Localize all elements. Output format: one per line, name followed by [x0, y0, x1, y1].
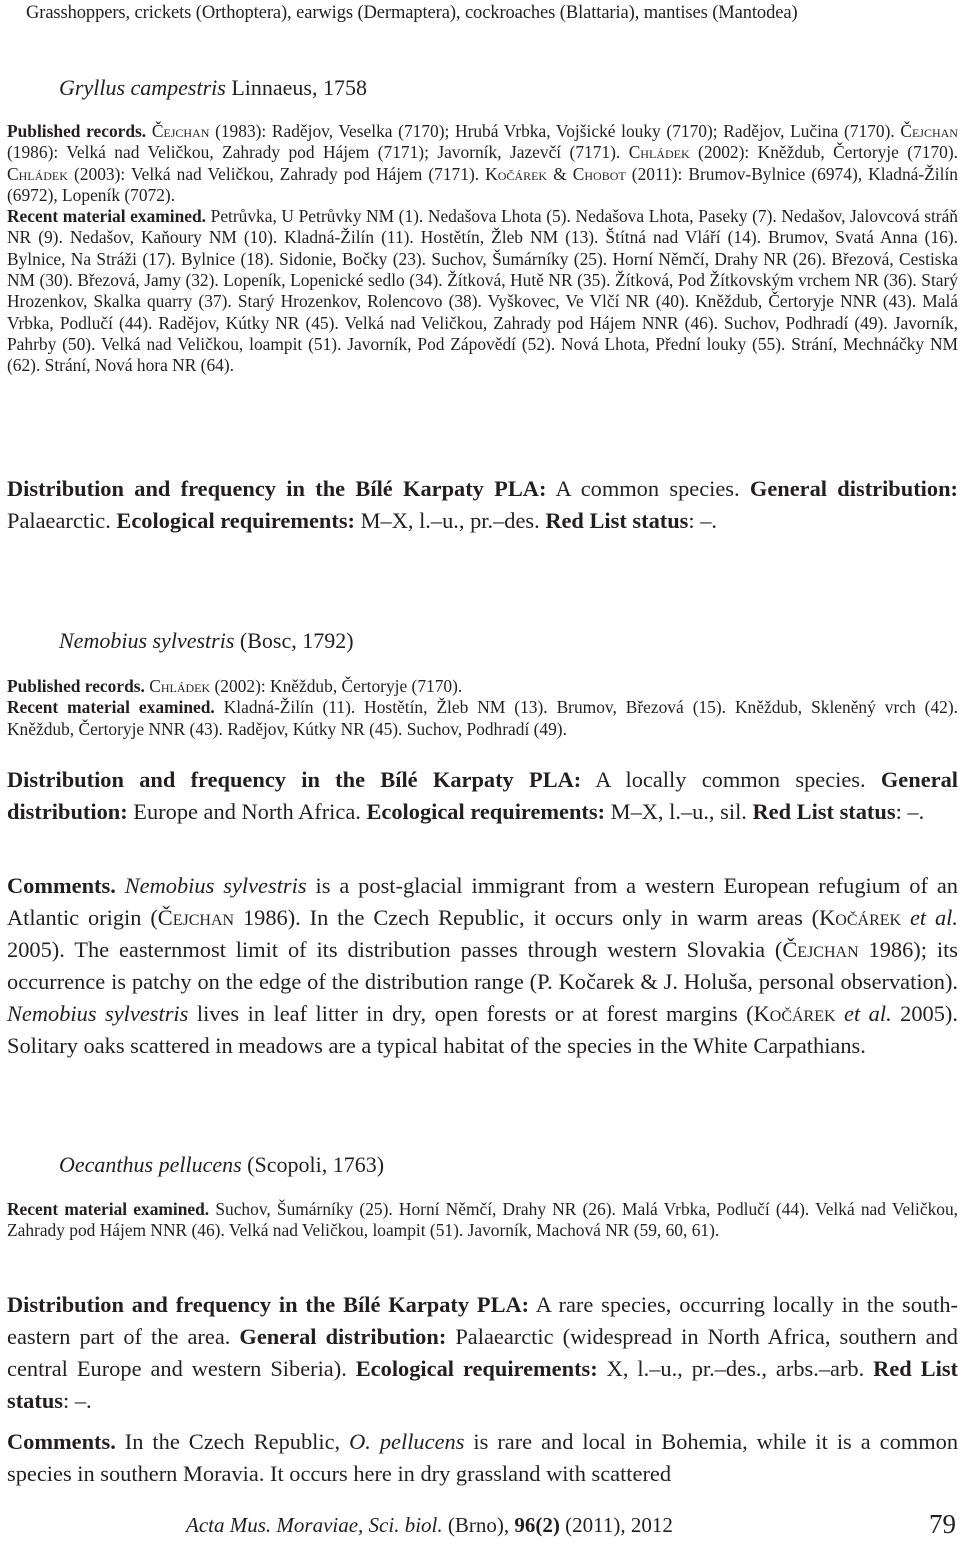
author-name: Chládek: [149, 676, 211, 696]
distribution-paragraph: [7, 764, 958, 828]
comments-paragraph: [7, 870, 958, 1062]
page-number: 79: [929, 1509, 956, 1539]
general-distribution-text: Palaearctic.: [7, 508, 117, 533]
record-text: &: [547, 163, 573, 184]
species-heading: [59, 628, 354, 654]
recent-material-label: Recent material examined.: [7, 697, 215, 718]
species-authority: (Bosc, 1792): [239, 628, 354, 653]
journal-city: (Brno),: [442, 1513, 515, 1537]
comment-text: In the Czech Republic,: [115, 1429, 350, 1454]
species-name-inline: Nemobius sylvestris: [124, 873, 307, 898]
record-text: (1986): Velká nad Veličkou, Zahrady pod Hájem (7171); Javorník, Jazevčí (7171).: [7, 142, 629, 163]
ecological-text: M–X, l.–u., pr.–des.: [355, 508, 546, 533]
record-text: (2003): Velká nad Veličkou, Zahrady pod Hájem (7171).: [67, 163, 486, 184]
journal-footer: [186, 1513, 673, 1538]
general-distribution-text: Palaearctic (widespread in North Africa, southern and central Europe and western Siberia).: [7, 1324, 958, 1381]
distribution-paragraph: [7, 473, 958, 537]
species-authority: (Scopoli, 1763): [247, 1152, 385, 1177]
comment-text: 2005). Solitary oaks scattered in meadows are a typical habitat of the species in the White Carpathians.: [7, 1001, 958, 1058]
recent-material-label: Recent material examined.: [7, 1199, 210, 1219]
comment-text: lives in leaf litter in dry, open forests or at forest margins (: [188, 1001, 754, 1026]
journal-years: (2011), 2012: [559, 1513, 673, 1537]
et-al: et al.: [844, 1001, 892, 1026]
records-paragraph: [7, 1199, 958, 1242]
recent-material-text: Kladná-Žilín (11). Hostětín, Žleb NM (13). Brumov, Březová (15). Kněždub, Skleněný vrch (42). Kněždub, Čertoryje NNR (43). Radějov, Kútky NR (45). Suchov, Podhradí (49).: [7, 697, 958, 739]
author-name: Čejchan: [782, 937, 859, 962]
red-list-text: : –.: [688, 508, 718, 533]
species-name-inline: Nemobius sylvestris: [7, 1001, 189, 1026]
record-text: (2002): Kněždub, Čertoryje (7170).: [210, 676, 463, 696]
distribution-paragraph: [7, 1289, 958, 1417]
comments-label: Comments.: [7, 1429, 116, 1454]
red-list-text: : –.: [895, 799, 925, 824]
comment-text: 1986). In the Czech Republic, it occurs only in warm areas (: [234, 905, 820, 930]
distribution-text: A common species.: [546, 476, 750, 501]
species-heading: [59, 75, 367, 101]
red-list-label: Red List status: [545, 508, 689, 533]
records-paragraph: [7, 676, 958, 740]
species-name: Oecanthus pellucens: [59, 1152, 242, 1177]
ecological-text: M–X, l.–u., sil.: [605, 799, 753, 824]
comments-paragraph: [7, 1426, 958, 1490]
ecological-label: Ecological requirements:: [116, 508, 355, 533]
published-records-label: Published records.: [7, 676, 145, 696]
author-name: Chládek: [628, 142, 690, 163]
published-records-label: Published records.: [7, 121, 147, 141]
red-list-label: Red List status: [752, 799, 896, 824]
author-name: Kočárek: [819, 905, 902, 930]
comment-text: 2005). The easternmost limit of its distribution passes through western Slovakia (: [7, 937, 783, 962]
journal-name: Acta Mus. Moraviae, Sci. biol.: [186, 1513, 443, 1537]
distribution-text: A rare species, occurring locally in the south-eastern part of the area.: [7, 1292, 958, 1349]
comments-label: Comments.: [7, 873, 116, 898]
general-distribution-label: General distribution:: [749, 476, 958, 501]
species-authority: Linnaeus, 1758: [231, 75, 367, 100]
species-name: Gryllus campestris: [59, 75, 226, 100]
comment-text: 1986); its occurrence is patchy on the edge of the distribution range (P. Kočarek & J. Holuša, personal observation).: [7, 937, 958, 994]
species-name-inline: O. pellucens: [349, 1429, 465, 1454]
distribution-label: Distribution and frequency in the Bílé Karpaty PLA:: [7, 1292, 530, 1317]
ecological-label: Ecological requirements:: [355, 1356, 598, 1381]
ecological-text: X, l.–u., pr.–des., arbs.–arb.: [597, 1356, 874, 1381]
general-distribution-text: Europe and North Africa.: [127, 799, 367, 824]
running-head: Grasshoppers, crickets (Orthoptera), earwigs (Dermaptera), cockroaches (Blattaria), mantises (Mantodea): [26, 3, 798, 23]
distribution-text: A locally common species.: [581, 767, 881, 792]
distribution-label: Distribution and frequency in the Bílé Karpaty PLA:: [7, 767, 582, 792]
red-list-text: : –.: [63, 1388, 92, 1413]
comment-text: is rare and local in Bohemia, while it is a common species in southern Moravia. It occurs here in dry grassland with scattered: [7, 1429, 959, 1486]
author-name: Kočárek: [485, 163, 548, 184]
record-text: (1983): Radějov, Veselka (7170); Hrubá Vrbka, Vojšické louky (7170); Radějov, Lučina (7170).: [209, 121, 901, 141]
general-distribution-label: General distribution:: [239, 1324, 447, 1349]
recent-material-text: Petrůvka, U Petrůvky NM (1). Nedašova Lhota (5). Nedašova Lhota, Paseky (7). Nedašov, Jalovcová stráň NR (9). Nedašov, Kaňoury NM (10). Kladná-Žilín (11). Hostětín, Žleb NM (13). Štítná nad Vláří (14). Brumov, Svatá Anna (16). Bylnice, Na Stráži (17). Bylnice (18). Sidonie, Bočky (23). Suchov, Šumárníky (25). Horní Němčí, Drahy NR (26). Březová, Cestiska NM (30). Březová, Jamy (32). Lopeník, Lopenické sedlo (34). Žítková, Hutě NR (35). Žítková, Pod Žítkovským vrchem NR (36). Starý Hrozenkov, Skalka quarry (37). Starý Hrozenkov, Rolencovo (38). Vyškovec, Ve Vlčí NR (40). Kněždub, Čertoryje NNR (43). Malá Vrbka, Podlučí (44). Radějov, Kútky NR (45). Velká nad Veličkou, Zahrady pod Hájem NNR (46). Suchov, Podhradí (49). Javorník, Pahrby (50). Velká nad Veličkou, loampit (51). Javorník, Pod Zápovědí (52). Nová Lhota, Přední louky (55). Strání, Mechnáčky NM (62). Strání, Nová hora NR (64).: [7, 206, 958, 376]
recent-material-text: Suchov, Šumárníky (25). Horní Němčí, Drahy NR (26). Malá Vrbka, Podlučí (44). Velká nad Veličkou, Zahrady pod Hájem NNR (46). Velká nad Veličkou, loampit (51). Javorník, Machová NR (59, 60, 61).: [7, 1199, 959, 1241]
general-distribution-label: General distribution:: [7, 767, 958, 824]
species-heading: [59, 1152, 384, 1178]
author-name: Chládek: [7, 163, 68, 184]
red-list-label: Red List status: [7, 1356, 958, 1413]
species-name: Nemobius sylvestris: [59, 628, 235, 653]
comment-text: is a post-glacial immigrant from a western European refugium of an Atlantic origin (: [7, 873, 958, 930]
author-name: Čejchan: [151, 121, 210, 141]
distribution-label: Distribution and frequency in the Bílé Karpaty PLA:: [7, 476, 547, 501]
et-al: et al.: [909, 905, 958, 930]
record-text: (2011): Brumov-Bylnice (6974), Kladná-Žilín (6972), Lopeník (7072).: [7, 163, 958, 205]
author-name: Kočárek: [753, 1001, 836, 1026]
journal-volume: 96(2): [514, 1513, 560, 1537]
records-paragraph: [7, 121, 958, 377]
recent-material-label: Recent material examined.: [7, 206, 207, 227]
ecological-label: Ecological requirements:: [366, 799, 606, 824]
record-text: (2002): Kněždub, Čertoryje (7170).: [689, 142, 958, 163]
author-name: Chobot: [572, 163, 626, 184]
author-name: Čejchan: [157, 905, 235, 930]
author-name: Čejchan: [900, 121, 958, 141]
